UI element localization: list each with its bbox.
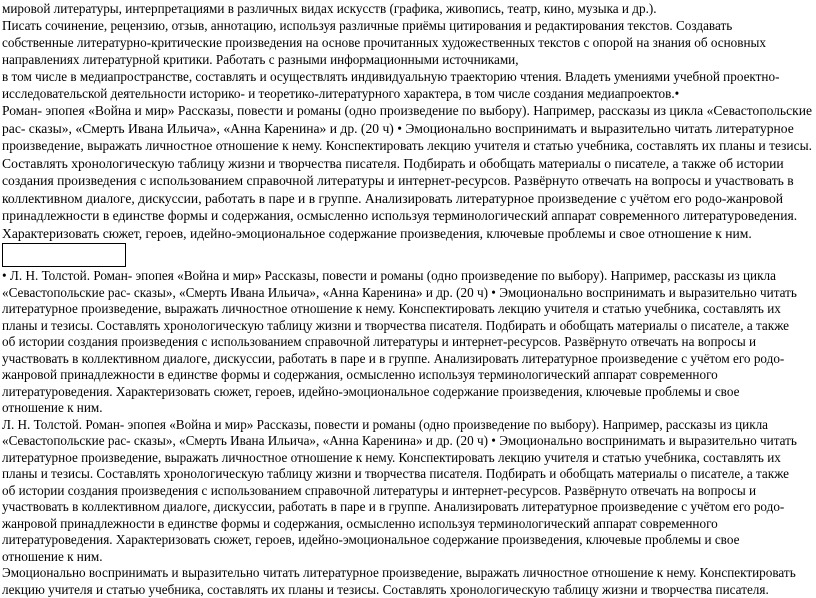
text-line: планы и тезисы. Составлять хронологическую таблицу жизни и творчества писателя. Подбирать и обобщать материалы о писателе, а также — [2, 466, 814, 483]
text-line: создания произведения с использованием справочной литературы и интернет-ресурсов. Развёрнуто отвечать на вопросы и участвовать в — [2, 172, 814, 190]
text-line: исследовательской деятельности историко- и теоретико-литературного характера, в том числе создания медиапроектов.• — [2, 85, 814, 102]
text-line: литературоведения. Характеризовать сюжет, героев, идейно-эмоциональное содержание произведения, ключевые проблемы и свое — [2, 532, 814, 549]
text-line: планы и тезисы. Составлять хронологическую таблицу жизни и творчества писателя. Подбирать и обобщать материалы о писателе, а также — [2, 318, 814, 335]
text-line: собственные литературно-критические произведения на основе прочитанных художественных текстов с опорой на знания об основных — [2, 34, 814, 51]
text-line: об истории создания произведения с использованием справочной литературы и интернет-ресурсов. Развёрнуто отвечать на вопросы и — [2, 483, 814, 500]
paragraph-skills — [2, 0, 814, 102]
text-line: литературоведения. Характеризовать сюжет, героев, идейно-эмоциональное содержание произведения, ключевые проблемы и свое — [2, 384, 814, 401]
text-line: участвовать в коллективном диалоге, дискуссии, работать в паре и в группе. Анализировать литературное произведение с учётом его родо- — [2, 499, 814, 516]
text-line: Эмоционально воспринимать и выразительно читать литературное произведение, выражать личностное отношение к нему. Конспектировать — [2, 565, 814, 582]
text-line: Составлять хронологическую таблицу жизни и творчества писателя. Подбирать и обобщать материалы о писателе, а также об истории — [2, 155, 814, 173]
text-line: Писать сочинение, рецензию, отзыв, аннотацию, используя различные приёмы цитирования и редактирования текстов. Создавать — [2, 17, 814, 34]
text-line: мировой литературы, интерпретациями в различных видах искусств (графика, живопись, театр, кино, музыка и др.). — [2, 0, 814, 17]
text-line: принадлежности в единстве формы и содержания, осмысленно используя терминологический аппарат современного литературоведения. — [2, 207, 814, 225]
text-line: лекцию учителя и статью учебника, составлять их планы и тезисы. Составлять хронологическую таблицу жизни и творчества писателя. — [2, 582, 814, 598]
text-line: Л. Н. Толстой. Роман- эпопея «Война и мир» Рассказы, повести и романы (одно произведение по выбору). Например, рассказы из цикла — [2, 417, 814, 434]
text-line: направлениях литературной критики. Работать с разными информационными источниками, — [2, 51, 814, 68]
text-line: • Л. Н. Толстой. Роман- эпопея «Война и мир» Рассказы, повести и романы (одно произведение по выбору). Например, рассказы из цикла — [2, 268, 814, 285]
text-line: Роман- эпопея «Война и мир» Рассказы, повести и романы (одно произведение по выбору). Например, рассказы из цикла «Севастопольские — [2, 102, 811, 120]
paragraph-war-and-peace — [2, 102, 814, 242]
text-line: «Севастопольские рас- сказы», «Смерть Ивана Ильича», «Анна Каренина» и др. (20 ч) • Эмоционально воспринимать и выразительно читать — [2, 285, 814, 302]
text-line: «Севастопольские рас- сказы», «Смерть Ивана Ильича», «Анна Каренина» и др. (20 ч) • Эмоционально воспринимать и выразительно читать — [2, 433, 814, 450]
text-line: жанровой принадлежности в единстве формы и содержания, осмысленно используя терминологический аппарат современного — [2, 516, 814, 533]
paragraph-tolstoy — [2, 268, 814, 598]
text-line: литературное произведение, выражать личностное отношение к нему. Конспектировать лекцию учителя и статью учебника, составлять их — [2, 301, 814, 318]
text-line: об истории создания произведения с использованием справочной литературы и интернет-ресурсов. Развёрнуто отвечать на вопросы и — [2, 334, 814, 351]
text-line: рас- сказы», «Смерть Ивана Ильича», «Анна Каренина» и др. (20 ч) • Эмоционально воспринимать и выразительно читать литературное — [2, 120, 814, 138]
empty-table-cell — [2, 243, 126, 267]
text-line: участвовать в коллективном диалоге, дискуссии, работать в паре и в группе. Анализировать литературное произведение с учётом его родо- — [2, 351, 814, 368]
text-line: отношение к ним. — [2, 549, 814, 566]
text-line: коллективном диалоге, дискуссии, работать в паре и в группе. Анализировать литературное произведение с учётом его родо-жанровой — [2, 190, 814, 208]
text-line: Характеризовать сюжет, героев, идейно-эмоциональное содержание произведения, ключевые проблемы и свое отношение к ним. — [2, 225, 814, 243]
text-line: жанровой принадлежности в единстве формы и содержания, осмысленно используя терминологический аппарат современного — [2, 367, 814, 384]
text-line: произведение, выражать личностное отношение к нему. Конспектировать лекцию учителя и статью учебника, составлять их планы и тезисы. — [2, 137, 805, 155]
text-line: отношение к ним. — [2, 400, 814, 417]
text-line: литературное произведение, выражать личностное отношение к нему. Конспектировать лекцию учителя и статью учебника, составлять их — [2, 450, 814, 467]
text-line: в том числе в медиапространстве, составлять и осуществлять индивидуальную траекторию чтения. Владеть умениями учебной проектно- — [2, 68, 814, 85]
